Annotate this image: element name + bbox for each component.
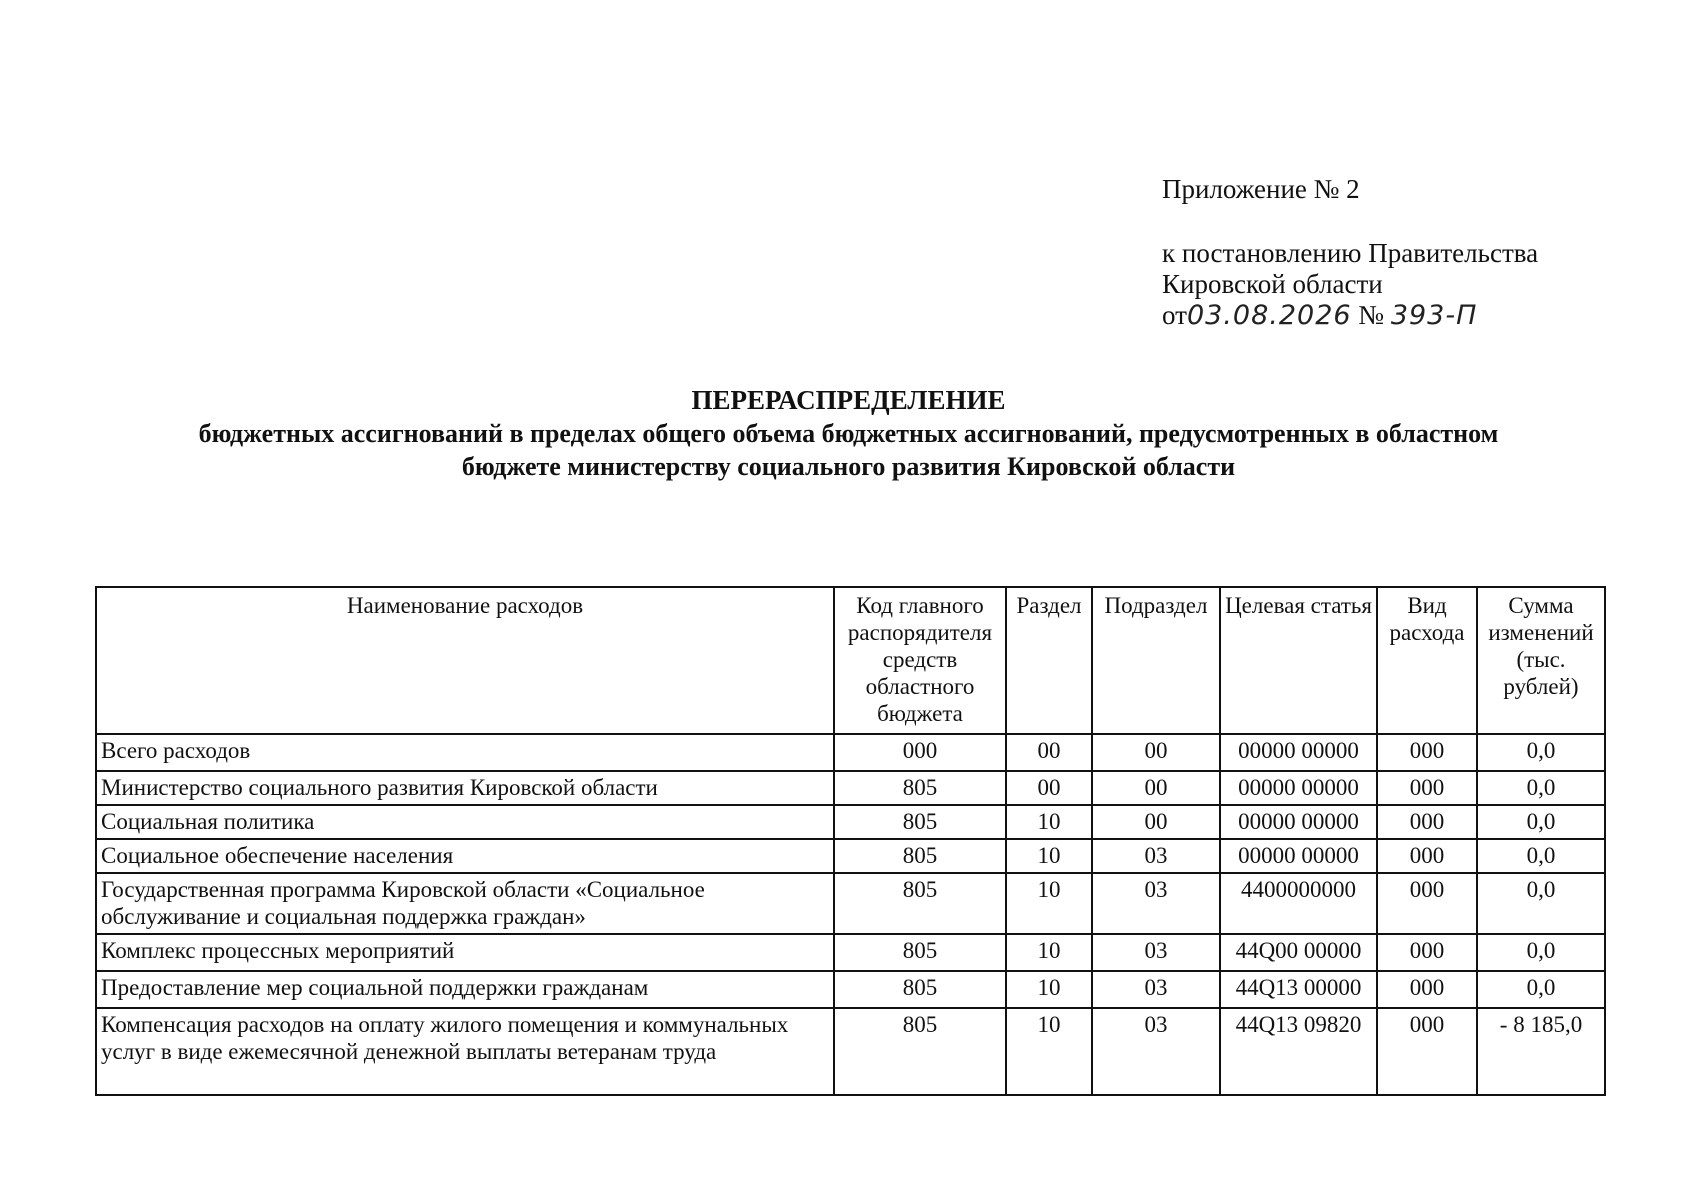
cell-name: Социальное обеспечение населения [96,839,834,873]
table-row [96,771,1605,805]
cell-sum: 0,0 [1477,971,1605,1008]
annex-block [1162,174,1538,331]
cell-subsection: 03 [1092,839,1220,873]
document-heading [0,384,1697,483]
cell-name: Государственная программа Кировской области «Социальное обслуживание и социальная поддержка граждан» [96,873,834,934]
header-sum: Сумма изменений (тыс. рублей) [1477,587,1605,734]
cell-target: 44Q13 00000 [1220,971,1377,1008]
cell-code: 805 [834,805,1006,839]
handwritten-date: 03.08.2026 [1186,300,1352,331]
cell-code: 805 [834,1008,1006,1095]
cell-name: Комплекс процессных мероприятий [96,934,834,971]
cell-target: 00000 00000 [1220,771,1377,805]
document-title: ПЕРЕРАСПРЕДЕЛЕНИЕ [691,385,1006,415]
table-row [96,934,1605,971]
cell-kind: 000 [1377,734,1477,771]
cell-section: 10 [1006,873,1092,934]
cell-subsection: 03 [1092,971,1220,1008]
cell-code: 805 [834,839,1006,873]
cell-code: 805 [834,771,1006,805]
number-prefix: № [1358,300,1385,330]
cell-name: Социальная политика [96,805,834,839]
cell-subsection: 00 [1092,771,1220,805]
cell-sum: 0,0 [1477,771,1605,805]
cell-subsection: 03 [1092,873,1220,934]
cell-code: 805 [834,873,1006,934]
document-subtitle-line-2: бюджете министерству социального развития Кировской области [461,452,1236,481]
table-row [96,873,1605,934]
cell-kind: 000 [1377,971,1477,1008]
cell-target: 44Q13 09820 [1220,1008,1377,1095]
table-row [96,805,1605,839]
cell-target: 00000 00000 [1220,839,1377,873]
cell-name: Министерство социального развития Кировской области [96,771,834,805]
cell-kind: 000 [1377,873,1477,934]
cell-sum: 0,0 [1477,734,1605,771]
header-subsection: Подраздел [1092,587,1220,734]
budget-table [95,586,1606,1096]
annex-line-2: Кировской области [1162,269,1383,299]
date-prefix: от [1162,300,1187,330]
cell-code: 805 [834,971,1006,1008]
cell-section: 10 [1006,805,1092,839]
cell-section: 10 [1006,971,1092,1008]
cell-name: Предоставление мер социальной поддержки гражданам [96,971,834,1008]
document-subtitle-line-1: бюджетных ассигнований в пределах общего объема бюджетных ассигнований, предусмотренных в областном [198,419,1499,448]
header-section: Раздел [1006,587,1092,734]
table-row [96,839,1605,873]
header-kind: Вид расхода [1377,587,1477,734]
header-name: Наименование расходов [96,587,834,734]
cell-subsection: 00 [1092,805,1220,839]
cell-target: 00000 00000 [1220,734,1377,771]
handwritten-number: 393-П [1390,300,1478,331]
cell-name: Всего расходов [96,734,834,771]
header-code: Код главного распорядителя средств областного бюджета [834,587,1006,734]
cell-kind: 000 [1377,934,1477,971]
annex-line-1: к постановлению Правительства [1162,238,1539,268]
cell-subsection: 03 [1092,1008,1220,1095]
cell-code: 000 [834,734,1006,771]
cell-subsection: 00 [1092,734,1220,771]
cell-kind: 000 [1377,771,1477,805]
cell-name: Компенсация расходов на оплату жилого помещения и коммунальных услуг в виде ежемесячной денежной выплаты ветеранам труда [96,1008,834,1095]
cell-kind: 000 [1377,839,1477,873]
table-row [96,1008,1605,1095]
table-header-row [96,587,1605,734]
annex-date-line [1162,300,1538,331]
cell-subsection: 03 [1092,934,1220,971]
cell-section: 00 [1006,771,1092,805]
annex-title: Приложение № 2 [1162,174,1360,204]
table-row [96,734,1605,771]
cell-section: 10 [1006,934,1092,971]
header-target: Целевая статья [1220,587,1377,734]
cell-section: 10 [1006,1008,1092,1095]
cell-target: 00000 00000 [1220,805,1377,839]
cell-sum: 0,0 [1477,873,1605,934]
cell-kind: 000 [1377,805,1477,839]
cell-target: 4400000000 [1220,873,1377,934]
cell-section: 10 [1006,839,1092,873]
cell-code: 805 [834,934,1006,971]
cell-sum: 0,0 [1477,934,1605,971]
cell-section: 00 [1006,734,1092,771]
cell-sum: 0,0 [1477,805,1605,839]
cell-sum: - 8 185,0 [1477,1008,1605,1095]
table-row [96,971,1605,1008]
cell-target: 44Q00 00000 [1220,934,1377,971]
cell-sum: 0,0 [1477,839,1605,873]
cell-kind: 000 [1377,1008,1477,1095]
